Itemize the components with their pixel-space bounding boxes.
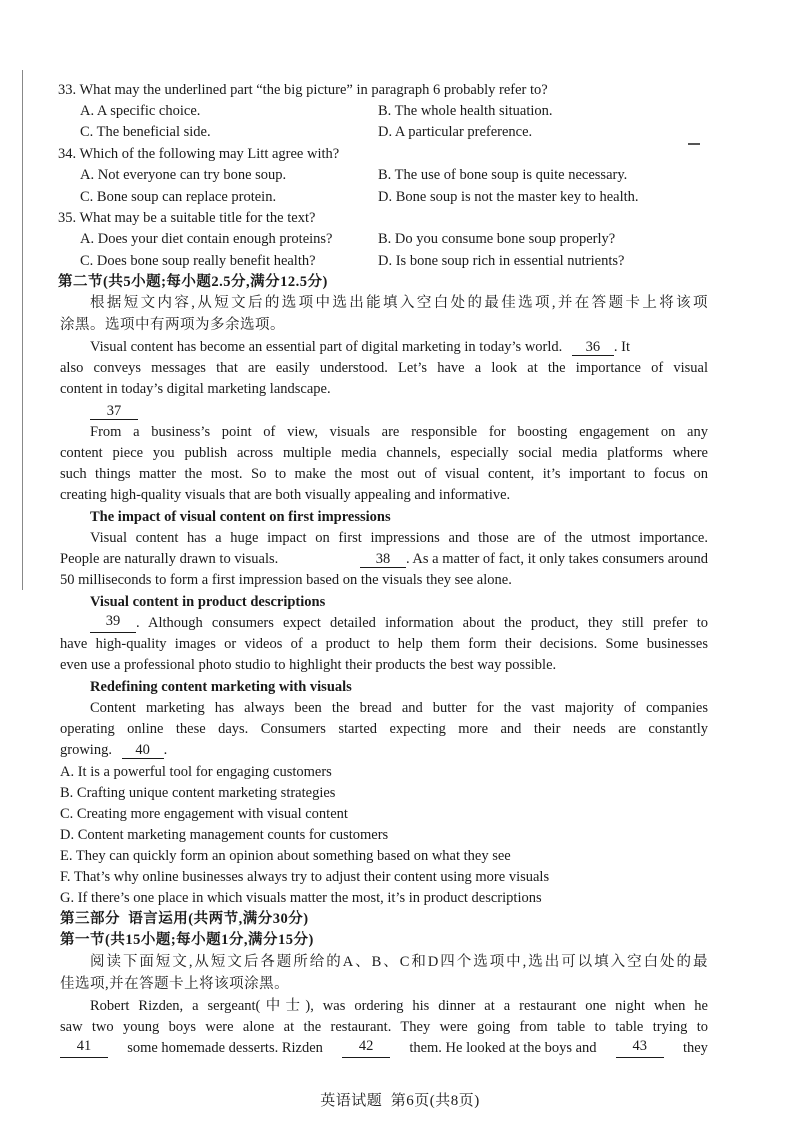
q35-stem: 35. What may be a suitable title for the text? [58,210,316,226]
passage-p5-line1: Content marketing has always been the bread and butter for the vast majority of companies [90,700,708,716]
heading-first-impressions: The impact of visual content on first impressions [90,509,391,525]
option-a: A. It is a powerful tool for engaging customers [60,764,332,780]
heading-redefining-content: Redefining content marketing with visuals [90,679,352,695]
option-f: F. That’s why online businesses always try to adjust their content using more visuals [60,869,550,885]
q34-option-c: C. Bone soup can replace protein. [80,189,277,205]
passage-p3-line1: Visual content has a huge impact on first impressions and those are of the utmost importance. [90,530,708,546]
section2-instructions-line2: 涂黑。选项中有两项为多余选项。 [60,317,285,333]
option-g: G. If there’s one place in which visuals matter the most, it’s in product descriptions [60,890,542,906]
heading-product-descriptions: Visual content in product descriptions [90,594,326,610]
cloze-line2: saw two young boys were alone at the restaurant. They were going from table to table trying to [60,1019,708,1035]
option-d: D. Content marketing management counts for customers [60,827,389,843]
section2-instructions-line1: 根据短文内容,从短文后的选项中选出能填入空白处的最佳选项,并在答题卡上将该项 [90,295,708,311]
q35-option-c: C. Does bone soup really benefit health? [80,253,316,269]
part3-subheader: 第一节(共15小题;每小题1分,满分15分) [60,932,314,948]
blank-38: 38 [360,551,406,568]
passage-p2-line1: From a business’s point of view, visuals are responsible for boosting engagement on any [90,424,708,440]
blank-42: 42 [342,1038,390,1058]
q34-option-b: B. The use of bone soup is quite necessary. [378,167,628,183]
blank-37: 37 [90,403,138,420]
q35-option-a: A. Does your diet contain enough proteins? [80,231,333,247]
q34-option-a: A. Not everyone can try bone soup. [80,167,287,183]
q33-option-b: B. The whole health situation. [378,103,553,119]
passage-p1-line2: also conveys messages that are easily understood. Let’s have a look at the importance of visual [60,360,708,376]
part3-instructions-line1: 阅读下面短文,从短文后各题所给的A、B、C和D四个选项中,选出可以填入空白处的最 [90,954,708,970]
section2-header: 第二节(共5小题;每小题2.5分,满分12.5分) [58,274,328,290]
q35-option-b: B. Do you consume bone soup properly? [378,231,616,247]
blank-43: 43 [616,1038,664,1058]
blank-40: 40 [122,742,164,759]
passage-p2-line2: content piece you publish across multiple media channels, especially social media platforms where [60,445,708,461]
q34-stem: 34. Which of the following may Litt agree with? [58,146,340,162]
q33-option-a: A. A specific choice. [80,103,201,119]
part3-instructions-line2: 佳选项,并在答题卡上将该项涂黑。 [60,976,290,992]
passage-p1-line3: content in today’s digital marketing landscape. [60,381,331,397]
passage-p5-line2: operating online these days. Consumers started expecting more and their needs are constantly [60,721,708,737]
passage-p3-line2: People are naturally drawn to visuals. 38 . As a matter of fact, it only takes consumers around [60,551,708,567]
blank-36: 36 [572,339,614,356]
passage-p1-line1: Visual content has become an essential part of digital marketing in today’s world. 36 . It [90,339,631,355]
q33-stem: 33. What may the underlined part “the big picture” in paragraph 6 probably refer to? [58,82,548,98]
cloze-line1: Robert Rizden, a sergeant(中士), was ordering his dinner at a restaurant one night when he [90,998,708,1014]
passage-p2-line3: such things matter the most. So to make the most out of visual content, it’s important to focus on [60,466,708,482]
cloze-line3: 41 some homemade desserts. Rizden 42 them. He looked at the boys and 43 they [60,1038,708,1058]
passage-p5-line3: growing. 40 . [60,742,168,758]
passage-p2-line4: creating high-quality visuals that are both visually appealing and informative. [60,487,511,503]
q33-option-c: C. The beneficial side. [80,124,211,140]
option-c: C. Creating more engagement with visual content [60,806,348,822]
passage-p4-line1: 39 . Although consumers expect detailed information about the product, they still prefer to [90,613,708,633]
part3-header: 第三部分 语言运用(共两节,满分30分) [60,911,309,927]
passage-p4-line3: even use a professional photo studio to highlight their products the best way possible. [60,657,557,673]
q35-option-d: D. Is bone soup rich in essential nutrients? [378,253,625,269]
page-footer: 英语试题 第6页(共8页) [320,1093,480,1109]
blank-41: 41 [60,1038,108,1058]
q33-option-d: D. A particular preference. [378,124,533,140]
option-b: B. Crafting unique content marketing strategies [60,785,336,801]
blank-37-line [90,401,138,421]
option-e: E. They can quickly form an opinion about something based on what they see [60,848,511,864]
blank-39: 39 [90,613,136,633]
passage-p4-line2: have high-quality images or videos of a product to help them form their decisions. Some businesses [60,636,708,652]
q34-option-d: D. Bone soup is not the master key to health. [378,189,639,205]
passage-p3-line3: 50 milliseconds to form a first impression based on the visuals they see alone. [60,572,512,588]
